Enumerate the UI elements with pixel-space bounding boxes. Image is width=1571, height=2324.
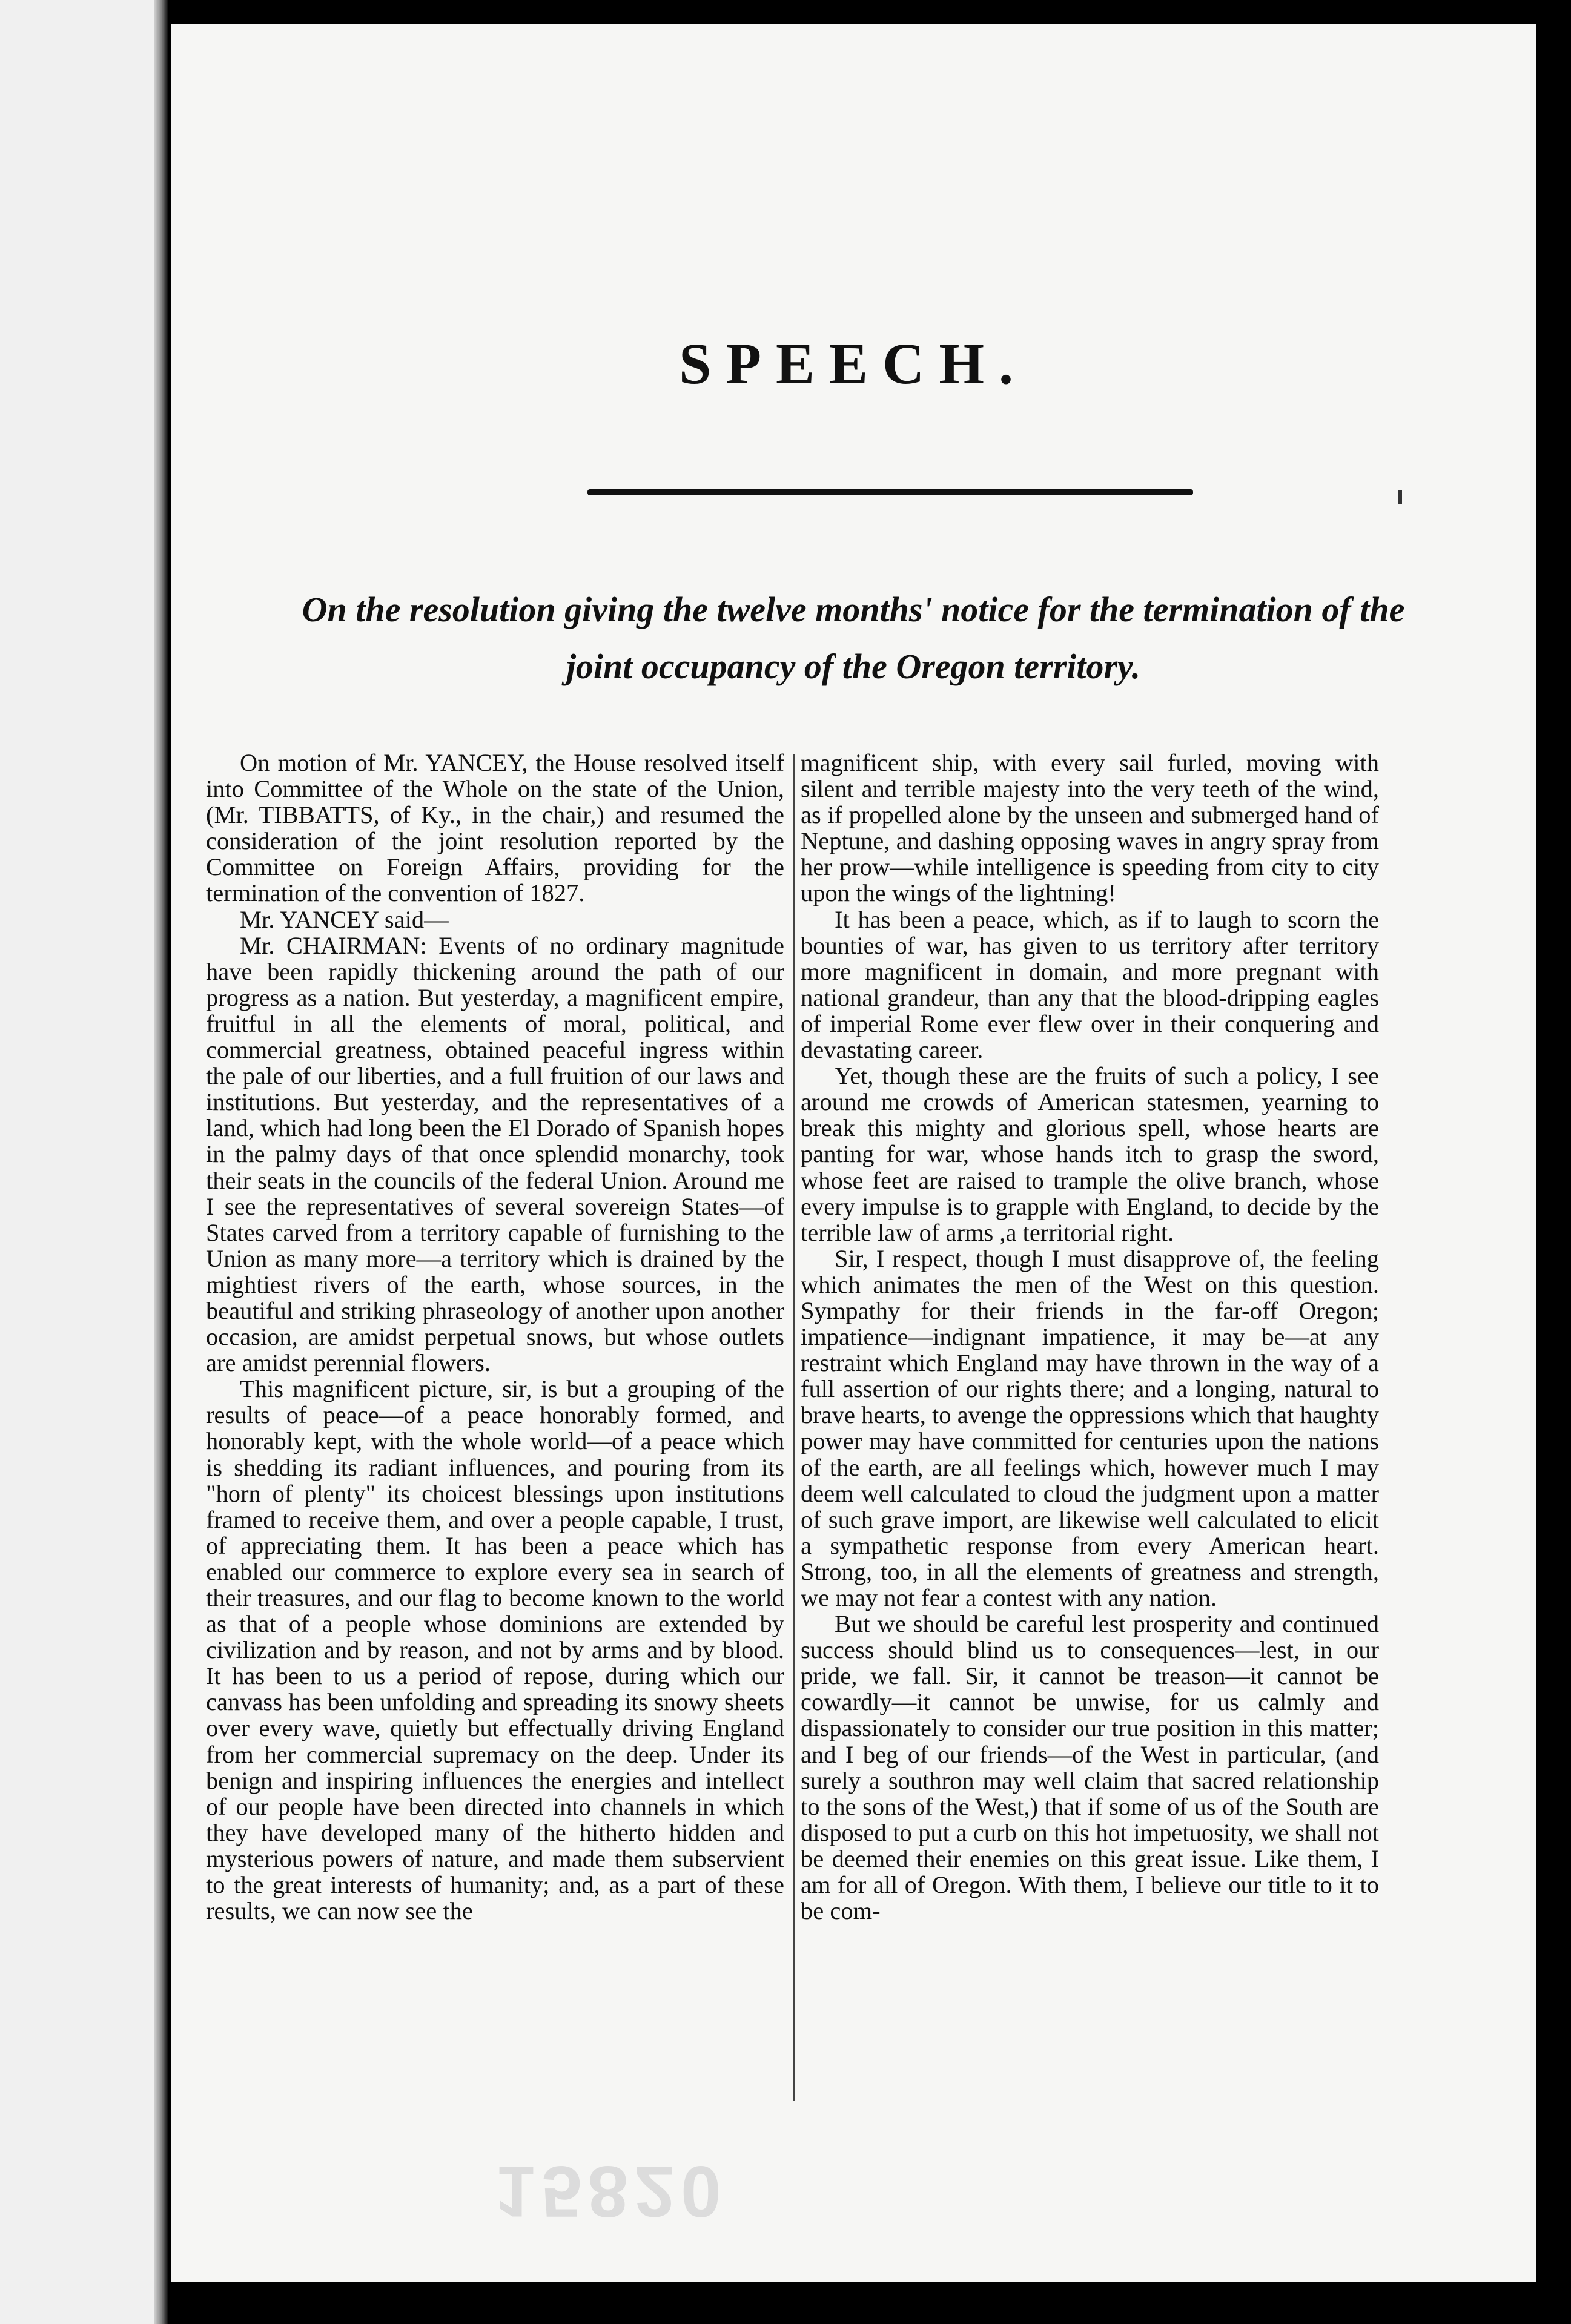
left-page-margin: [0, 0, 162, 2324]
paragraph: Sir, I respect, though I must disapprove of, the feeling which animates the men of the West on this question. Sympathy for their friends in the far-off Oregon; impatience—indignant impatience, it may be—at any restraint which England may have thrown in the way of a full assertion of our rights there; and a longing, natural to brave hearts, to avenge the oppressions which that haughty power may have committed for centuries upon the nations of the earth, are all feelings which, however much I may deem well calculated to cloud the judgment upon a matter of such grave import, are likewise well calculated to elicit a sympathetic response from every American heart. Strong, too, in all the elements of greatness and strength, we may not fear a contest with any nation.: [801, 1244, 1379, 1611]
document-page: [171, 24, 1536, 2282]
left-column: [206, 750, 784, 1924]
paragraph: Yet, though these are the fruits of such a policy, I see around me crowds of American statesmen, yearning to break this mighty and glorious spell, whose hearts are panting for war, whose hands itch to grasp the sword, whose feet are raised to trample the olive branch, whose every impulse is to grapple with England, to decide by the terrible law of arms ,a territorial right.: [801, 1062, 1379, 1246]
paragraph: Mr. YANCEY said—: [240, 905, 449, 933]
paragraph: It has been a peace, which, as if to laugh to scorn the bounties of war, has given to us territory after territory more magnificent in domain, and more pregnant with national grandeur, than any that the blood-dripping eagles of imperial Rome ever flew over in their conquering and devastating career.: [801, 905, 1379, 1064]
paragraph: magnificent ship, with every sail furled, moving with silent and terrible majesty into the very teeth of the wind, as if propelled alone by the unseen and submerged hand of Neptune, and dashing opposing waves in angry spray from her prow—while intelligence is speeding from city to city upon the wings of the lightning!: [801, 749, 1379, 907]
column-divider: [793, 754, 795, 2101]
right-column: [801, 750, 1379, 1924]
page-title: SPEECH.: [678, 331, 1028, 396]
subtitle-line-1: On the resolution giving the twelve months' notice for the termination of the: [302, 590, 1405, 629]
page-gutter: [154, 0, 168, 2324]
paragraph: On motion of Mr. YANCEY, the House resolved itself into Committee of the Whole on the state of the Union, (Mr. TIBBATTS, of Ky., in the chair,) and resumed the consideration of the joint resolution reported by the Committee on Foreign Affairs, providing for the termination of the convention of 1827.: [206, 749, 784, 907]
page-subtitle: [171, 581, 1536, 695]
bleed-through-stamp: 15820: [495, 2151, 727, 2232]
title-rule: [587, 489, 1193, 495]
margin-mark: [1398, 490, 1402, 504]
paragraph: But we should be careful lest prosperity and continued success should blind us to consequences—lest, in our pride, we fall. Sir, it cannot be treason—it cannot be cowardly—it cannot be unwise, for us calmly and dispassionately to consider our true position in this matter; and I beg of our friends—of the West in particular, (and surely a southron may well claim that sacred relationship to the sons of the West,) that if some of us of the South are disposed to put a curb on this hot impetuosity, we shall not be deemed their enemies on this great issue. Like them, I am for all of Oregon. With them, I believe our title to it to be com-: [801, 1610, 1379, 1925]
paragraph: Mr. CHAIRMAN: Events of no ordinary magnitude have been rapidly thickening around the path of our progress as a nation. But yesterday, a magnificent empire, fruitful in all the elements of moral, political, and commercial greatness, obtained peaceful ingress within the pale of our liberties, and a full fruition of our laws and institutions. But yesterday, and the representatives of a land, which had long been the El Dorado of Spanish hopes in the palmy days of that once splendid monarchy, took their seats in the councils of the federal Union. Around me I see the representatives of several sovereign States—of States carved from a territory capable of furnishing to the Union as many more—a territory which is drained by the mightiest rivers of the earth, whose sources, in the beautiful and striking phraseology of another upon another occasion, are amidst perpetual snows, but whose outlets are amidst perennial flowers.: [206, 931, 784, 1377]
subtitle-line-2: joint occupancy of the Oregon territory.: [566, 647, 1141, 686]
paragraph: This magnificent picture, sir, is but a grouping of the results of peace—of a peace honorably formed, and honorably kept, with the whole world—of a peace which is shedding its radiant influences, and pouring from its "horn of plenty" its choicest blessings upon institutions framed to receive them, and over a people capable, I trust, of appreciating them. It has been a peace which has enabled our commerce to explore every sea in search of their treasures, and our flag to become known to the world as that of a people whose dominions are extended by civilization and by reason, and not by arms and by blood. It has been to us a period of repose, during which our canvass has been unfolding and spreading its snowy sheets over every wave, quietly but effectually driving England from her commercial supremacy on the deep. Under its benign and inspiring influences the energies and intellect of our people have been directed into channels in which they have developed many of the hitherto hidden and mysterious powers of nature, and made them subservient to the great interests of humanity; and, as a part of these results, we can now see the: [206, 1375, 784, 1925]
